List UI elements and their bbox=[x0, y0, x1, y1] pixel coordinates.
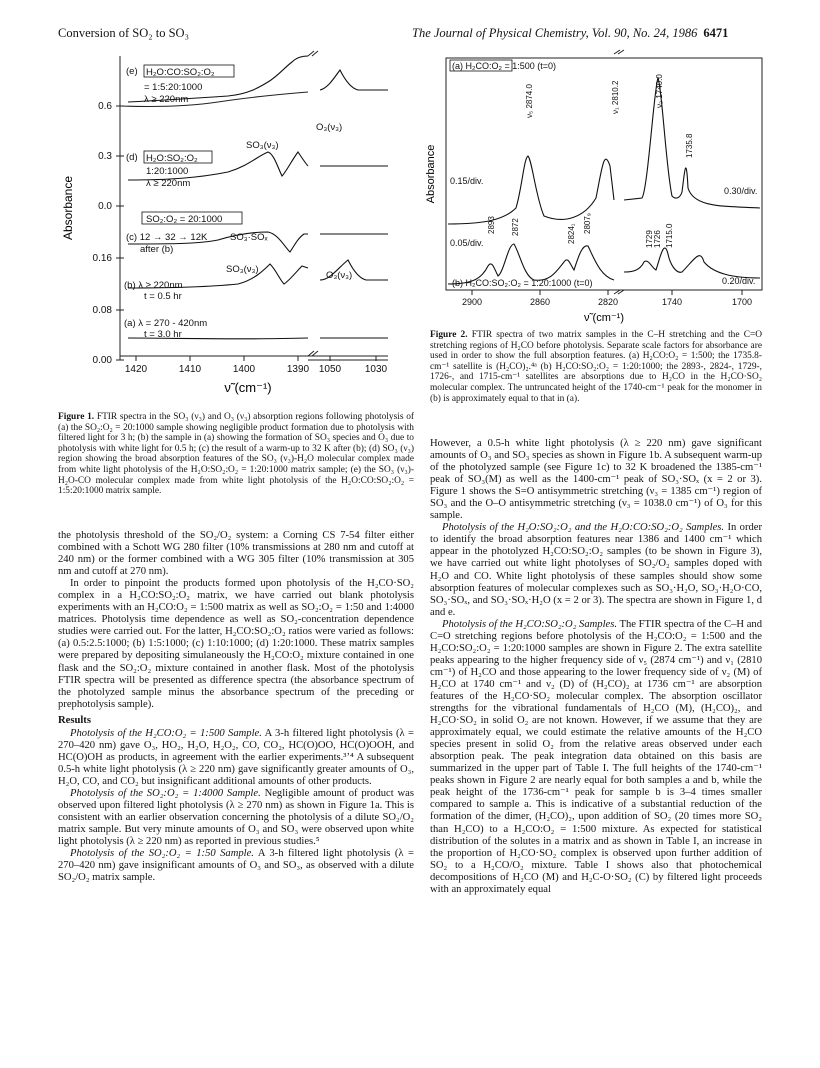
x-tick: 1740 bbox=[661, 297, 683, 307]
paragraph-text: A 3-h filtered light photolysis (λ = 270–420 nm) gave insignificant amounts of O₃ and SO₃, as observed with a dilute SO₂/O₂ matrix sample. bbox=[58, 848, 414, 884]
peak-label: 2824₁ bbox=[567, 223, 576, 244]
paragraph bbox=[58, 788, 414, 848]
paragraph-title: Photolysis of the SO₂:O₂ = 1:4000 Sample. bbox=[70, 787, 261, 799]
peak-label: 1735.8 bbox=[685, 133, 694, 158]
figure-1 bbox=[58, 48, 418, 410]
paragraph-text: In order to identify the broad absorption features near 1386 and 1400 cm⁻¹ which appear in the photolyzed H₂CO:SO₂:O₂ samples (to be shown in Figure 3), we have carried out white light photolyses of SO₂/O₂ samples doped with H₂O and CO. White light photolysis of these samples should show some absorption features of molecular complexes such as SO₃·H₂O, SO₃·H₂O·CO, SO₃·SOₓ, and SO₃·SOₓ·H₂O (x = 2 or 3). The spectra are shown in Figure 1, d and e. bbox=[430, 522, 762, 618]
caption-label: Figure 2. bbox=[430, 330, 468, 340]
panel-c-line2: after (b) bbox=[140, 244, 174, 255]
annotation-so3-b: SO₃(ν₃) bbox=[226, 264, 259, 275]
paragraph-text: Negligible amount of product was observed upon filtered light photolysis (λ ≥ 270 nm) as shown in Figure 1a. This is consistent with an earlier observation concerning the photolysis of a dilute SO₂/O₂ matrix sample. But very minute amounts of O₃ and SO₃ were observed upon white light photolysis (λ ≥ 220 nm) as reported in previous studies.⁵ bbox=[58, 787, 414, 848]
x-tick: 1390 bbox=[286, 364, 310, 375]
x-tick: 1700 bbox=[731, 297, 753, 307]
right-column bbox=[430, 438, 762, 896]
panel-b-line1: (b) λ ≥ 220nm bbox=[124, 280, 183, 291]
y-axis-label: Absorbance bbox=[425, 144, 437, 204]
left-column bbox=[58, 530, 414, 884]
figure-1-caption bbox=[58, 412, 414, 497]
scale-a-left: 0.15/div. bbox=[450, 176, 484, 186]
y-tick: 0.3 bbox=[98, 151, 112, 162]
paragraph bbox=[58, 728, 414, 788]
peak-label: ν₁ 2810.2 bbox=[611, 80, 620, 114]
panel-e-ratio: = 1:5:20:1000 bbox=[144, 82, 203, 93]
paragraph bbox=[430, 522, 762, 618]
caption-label: Figure 1. bbox=[58, 412, 95, 422]
peak-label: 2893 bbox=[487, 216, 496, 234]
x-tick: 2900 bbox=[461, 297, 483, 307]
caption-text: FTIR spectra of two matrix samples in the C–H stretching and the C=O stretching regions of H₂CO before photolysis. Separate scale factors for absorbance are used in order to show the full absorption features. (a) H₂CO:O₂ = 1:500; the 1735.8-cm⁻¹ satellite is (H₂CO)₂.⁴ᵃ (b) H₂CO:SO₂:O₂ = 1:20:1000; the 2893-, 2824-, 1729-, 1726-, and 1715-cm⁻¹ satellites are absorptions due to H₂CO in the H₂CO·SO₂ molecular complex. The untruncated height of the 1740-cm⁻¹ peak for the monomer in (b) is approximately equal to that in (a). bbox=[430, 330, 763, 404]
x-axis-label: ν̃ (cm⁻¹) bbox=[224, 380, 272, 395]
panel-c-line1: (c) 12 → 32 → 12K bbox=[126, 232, 208, 243]
peak-label: ν₂ 1740.0 bbox=[655, 74, 664, 108]
x-tick: 1030 bbox=[364, 364, 388, 375]
peak-label: 1726 bbox=[653, 230, 662, 248]
y-tick: 0.00 bbox=[92, 355, 112, 366]
scale-a-right: 0.30/div. bbox=[724, 186, 758, 196]
x-tick: 2860 bbox=[529, 297, 551, 307]
paragraph bbox=[430, 619, 762, 896]
figure-2-caption bbox=[430, 330, 762, 404]
x-tick: 2820 bbox=[597, 297, 619, 307]
panel-e-light: λ ≥ 220nm bbox=[144, 94, 189, 105]
paragraph bbox=[58, 848, 414, 884]
x-tick: 1400 bbox=[232, 364, 256, 375]
peak-label: 2872 bbox=[511, 218, 520, 236]
y-axis-label: Absorbance bbox=[61, 175, 75, 241]
panel-e-tag: (e) bbox=[126, 66, 138, 77]
x-tick: 1410 bbox=[178, 364, 202, 375]
annotation-so3: SO₃(ν₃) bbox=[246, 140, 279, 151]
paragraph-text: The FTIR spectra of the C–H and C=O stretching regions before photolysis of the H₂CO:O₂ = 1:500 and the H₂CO:SO₂:O₂ = 1:20:1000 samples are shown in Figure 2. The extra satellite peaks appearing to the higher frequency side of ν₅ (2874 cm⁻¹) and ν₁ (2810 cm⁻¹) of H₂CO and those appearing to the lower frequency side of ν₂ (M) of H₂CO at 1740 cm⁻¹ and ν₂ (D) of (H₂CO)₂ at 1736 cm⁻¹ are absorption features of the H₂CO·SO₂ molecular complex. The absorption oscillator strengths for the vibrational fundamentals of H₂CO (M), (H₂CO)₂, and H₂CO·SO₂ in solid O₂ are not known. However, if we assume that they are approximately equal, we could estimate the relative amounts of the H₂CO species present in solid O₂ from the relative areas observed under each absorption peak. The peak integration data obtained on this basis are summarized in the upper part of Table I. The full heights of the 1740-cm⁻¹ peaks shown in Figure 2 are nearly equal for both samples a and b, while the peak height of the 1736-cm⁻¹ peak for sample b is 3–4 times smaller compared to sample a. This is indicative of a substantial reduction of the formation of the dimer, (H₂CO)₂, upon addition of SO₂ (20 times more SO₂ than H₂CO) to a H₂CO:O₂ = 1:500 mixture. As expected for statistical distribution of the solutes in a matrix and as shown in Table I, an increase in the proportion of H₂CO·SO₂ complex is observed upon further addition of SO₂ to a H₂CO/O₂ mixture. Table I shows also that photochemical decompositions of H₂CO (M) and H₂C-O·SO₂ (C) by filtered light proceeds with an approximately equal bbox=[430, 618, 762, 895]
peak-label: 2807₉ bbox=[583, 213, 592, 234]
page-number: 6471 bbox=[703, 26, 729, 40]
journal-citation bbox=[412, 26, 728, 41]
y-tick: 0.6 bbox=[98, 101, 112, 112]
x-tick: 1420 bbox=[124, 364, 148, 375]
journal-name: The Journal of Physical Chemistry, Vol. 90, No. 24, 1986 bbox=[412, 26, 698, 40]
section-heading: Results bbox=[58, 714, 91, 726]
annotation-o3-b: O₃(ν₃) bbox=[326, 270, 353, 281]
panel-e-mix: H₂O:CO:SO₂:O₂ bbox=[146, 67, 215, 78]
paragraph-title: Photolysis of the H₂CO:O₂ = 1:500 Sample. bbox=[70, 727, 262, 739]
scale-b-right: 0.20/div. bbox=[722, 276, 756, 286]
peak-label: 1729 bbox=[645, 230, 654, 248]
paragraph-text: A 3-h filtered light photolysis (λ = 270–420 nm) gave O₃, HO₂, H₂O, H₂O₂, CO, CO₂, HC(O)OO, HC(O)OOH, and HC(O)OH as products, in agreement with the earlier experiments.³ʼ⁴ A subsequent 0.5-h white light photolysis (λ ≥ 220 nm) gave significantly greater amounts of O₃, H₂O, CO, and CO₂ but insignificant additional amounts of other products. bbox=[58, 727, 414, 787]
peak-label: 1715.0 bbox=[665, 223, 674, 248]
annotation-o3: O₃(ν₃) bbox=[316, 122, 343, 133]
paragraph: the photolysis threshold of the SO₂/O₂ system: a Corning CS 7-54 filter either combined with a Schott WG 280 filter (10% transmissions at 280 nm and cutoff at 240 nm) or the former combined with a WG 305 filter (10% transmission at 305 nm and cutoff at 270 nm). bbox=[58, 530, 414, 578]
peak-label: ν₅ 2874.0 bbox=[525, 84, 534, 118]
x-tick: 1050 bbox=[318, 364, 342, 375]
y-tick: 0.0 bbox=[98, 201, 112, 212]
annotation-so3-sox: SO₃·SOₓ bbox=[230, 232, 268, 243]
figure-2 bbox=[424, 48, 770, 326]
scale-b-left: 0.05/div. bbox=[450, 238, 484, 248]
panel-a-line1: (a) λ = 270 - 420nm bbox=[124, 318, 208, 329]
paragraph-title: Photolysis of the SO₂:O₂ = 1:50 Sample. bbox=[70, 848, 254, 860]
panel-a-line2: t = 3.0 hr bbox=[144, 329, 182, 340]
panel-d-light: λ ≥ 220nm bbox=[146, 178, 191, 189]
paragraph: In order to pinpoint the products formed upon photolysis of the H₂CO·SO₂ complex in a H₂CO:SO₂:O₂ matrix, we have carried out blank photolysis experiments with an H₂CO:O₂ = 1:500 matrix as well as SO₂:O₂ = 1:50 and 1:4000 matrices. Photolysis time dependence as well as SO₂-concentration dependence studies were carried out. For the latter, H₂CO:SO₂:O₂ ratios were varied as follows: (a) 0.5:2.5:1000; (b) 1:5:1000; (c) 1:10:1000; (d) 1:20:1000. These matrix samples were prepared by depositing simulaneously the H₂CO:O₂ mixture contained in one flask and the SO₂:O₂ mixture contained in another flask. Most of the photolysis FTIR spectra will be presented as difference spectra (the absorbance spectrum of the photolyzed sample minus the absorbance spectrum of the preceding or prephotolysis sample). bbox=[58, 578, 414, 710]
paragraph-title: Photolysis of the H₂CO:SO₂:O₂ Samples. bbox=[442, 618, 618, 630]
panel-d-ratio: 1:20:1000 bbox=[146, 166, 189, 177]
figure-2-bottom-label: (b) H₂CO:SO₂:O₂ = 1:20:1000 (t=0) bbox=[452, 278, 593, 288]
panel-c-mix: SO₂:O₂ = 20:1000 bbox=[146, 214, 223, 225]
paragraph: However, a 0.5-h white light photolysis (λ ≥ 220 nm) gave significant amounts of O₃ and SO₃ species as shown in Figure 1b. A subsequent warm-up of the photolyzed sample (see Figure 1c) to 32 K broadened the 1385-cm⁻¹ peak of SO₃(M) as well as the 1400-cm⁻¹ peak of SO₃·SOₓ (x = 2 or 3). Figure 1 shows the S=O antisymmetric stretching (ν₃ = 1385 cm⁻¹) region of SO₃ and the O–O antisymmetric stretching (ν₃ = 1038.0 cm⁻¹) of O₃ for this sample. bbox=[430, 438, 762, 522]
panel-d-mix: H₂O:SO₂:O₂ bbox=[146, 153, 198, 164]
paragraph-title: Photolysis of the H₂O:SO₂:O₂ and the H₂O:CO:SO₂:O₂ Samples. bbox=[442, 522, 725, 534]
figure-2-top-label: (a) H₂CO:O₂ = 1:500 (t=0) bbox=[452, 61, 557, 71]
panel-d-tag: (d) bbox=[126, 152, 138, 163]
caption-text: FTIR spectra in the SO₃ (ν₃) and O₃ (ν₃) absorption regions following photolysis of (a) the SO₂:O₂ = 20:1000 sample showing negligible product formation due to photolysis with filtered light for 3 h; (b) the sample in (a) showing the formation of SO₃ species and O₃ due to photolysis with white light for 0.5 h; (c) the result of a warm-up to 32 K after (b); (d) SO₃ (ν₃) region showing the broad absorption features of the SO₃ (ν₃)-H₂O molecular complex made from white light photolysis of the H₂O:SO₂:O₂ = 1:20:1000 matrix sample; (e) the SO₃ (ν₃)-H₂O-CO molecular complex made from white light photolysis of the H₂O:CO:SO₂:O₂ = 1:5:20:1000 matrix sample. bbox=[58, 412, 415, 497]
y-tick: 0.08 bbox=[92, 305, 112, 316]
panel-b-line2: t = 0.5 hr bbox=[144, 291, 182, 302]
y-tick: 0.16 bbox=[92, 253, 112, 264]
running-head: Conversion of SO₂ to SO₃ bbox=[58, 26, 189, 40]
x-axis-label: ν̃ (cm⁻¹) bbox=[583, 312, 625, 324]
